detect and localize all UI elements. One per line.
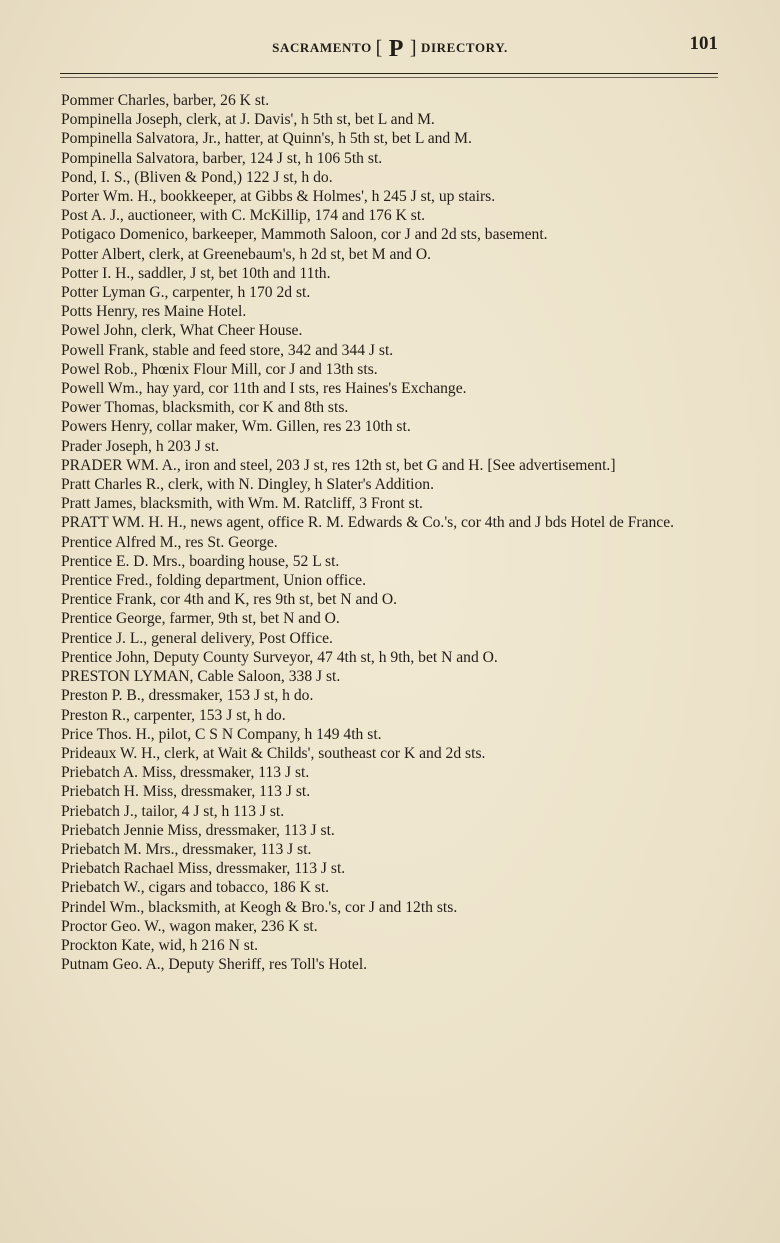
- directory-entry: Prentice Fred., folding department, Union office.: [61, 572, 367, 590]
- directory-entry: Powell Wm., hay yard, cor 11th and I sts, res Haines's Exchange.: [61, 380, 467, 398]
- directory-entry: Priebatch Rachael Miss, dressmaker, 113 J st.: [61, 860, 346, 878]
- directory-entry: Prockton Kate, wid, h 216 N st.: [61, 936, 259, 954]
- directory-entry: Priebatch W., cigars and tobacco, 186 K st.: [61, 879, 330, 897]
- header-rule-thin: [60, 77, 718, 78]
- directory-entry: Preston P. B., dressmaker, 153 J st, h do.: [61, 687, 314, 705]
- page-header: [60, 30, 720, 60]
- directory-entry: Pratt James, blacksmith, with Wm. M. Ratcliff, 3 Front st.: [61, 495, 423, 513]
- directory-entry: Pommer Charles, barber, 26 K st.: [61, 92, 270, 109]
- directory-entry: Pratt Charles R., clerk, with N. Dingley, h Slater's Addition.: [61, 476, 434, 494]
- directory-entry: Pompinella Salvatora, Jr., hatter, at Quinn's, h 5th st, bet L and M.: [61, 130, 472, 148]
- directory-entry: Post A. J., auctioneer, with C. McKillip, 174 and 176 K st.: [61, 207, 426, 225]
- directory-entry: Prentice Alfred M., res St. George.: [61, 533, 278, 551]
- directory-entry: Powers Henry, collar maker, Wm. Gillen, res 23 10th st.: [61, 418, 411, 436]
- directory-entry: Potter I. H., saddler, J st, bet 10th and 11th.: [61, 264, 331, 282]
- directory-entry: Prentice Frank, cor 4th and K, res 9th st, bet N and O.: [61, 591, 398, 609]
- directory-entry: PRADER WM. A., iron and steel, 203 J st, res 12th st, bet G and H. [See advertisement.]: [61, 456, 616, 474]
- directory-entry: Powel Rob., Phœnix Flour Mill, cor J and 13th sts.: [61, 360, 378, 378]
- directory-entry: Prindel Wm., blacksmith, at Keogh & Bro.'s, cor J and 12th sts.: [61, 898, 458, 916]
- directory-entry: Prentice J. L., general delivery, Post Office.: [61, 629, 333, 647]
- directory-entry: Prentice George, farmer, 9th st, bet N and O.: [61, 610, 340, 628]
- section-letter: P: [388, 36, 405, 62]
- directory-entry: Priebatch M. Mrs., dressmaker, 113 J st.: [61, 840, 312, 858]
- directory-entry: Potter Lyman G., carpenter, h 170 2d st.: [61, 284, 311, 302]
- directory-entry: Proctor Geo. W., wagon maker, 236 K st.: [61, 917, 318, 935]
- running-head: [60, 36, 720, 63]
- directory-entry: Potter Albert, clerk, at Greenebaum's, h 2d st, bet M and O.: [61, 245, 432, 263]
- bracket-close: ]: [409, 37, 418, 59]
- directory-entry: Prader Joseph, h 203 J st.: [61, 437, 220, 455]
- running-head-right: DIRECTORY.: [421, 40, 508, 55]
- directory-entry: Priebatch A. Miss, dressmaker, 113 J st.: [61, 764, 310, 782]
- directory-entry: Potts Henry, res Maine Hotel.: [61, 303, 247, 321]
- directory-entry: Porter Wm. H., bookkeeper, at Gibbs & Holmes', h 245 J st, up stairs.: [61, 188, 496, 206]
- directory-entry: Powell Frank, stable and feed store, 342 and 344 J st.: [61, 341, 394, 359]
- directory-entry: Prentice E. D. Mrs., boarding house, 52 L st.: [61, 552, 340, 570]
- page-number: 101: [689, 33, 718, 54]
- running-head-left: SACRAMENTO: [272, 40, 372, 55]
- directory-entry: Priebatch H. Miss, dressmaker, 113 J st.: [61, 783, 311, 801]
- directory-entry: PRATT WM. H. H., news agent, office R. M. Edwards & Co.'s, cor 4th and J bds Hotel de France.: [61, 514, 675, 532]
- directory-entry: Priebatch J., tailor, 4 J st, h 113 J st.: [61, 802, 285, 820]
- directory-entry: Pompinella Joseph, clerk, at J. Davis', h 5th st, bet L and M.: [61, 111, 435, 129]
- directory-entry: Powel John, clerk, What Cheer House.: [61, 322, 303, 340]
- directory-entry: Putnam Geo. A., Deputy Sheriff, res Toll's Hotel.: [61, 956, 368, 974]
- header-rule: [60, 73, 718, 74]
- directory-entry: Pompinella Salvatora, barber, 124 J st, h 106 5th st.: [61, 149, 383, 167]
- bracket-open: [: [375, 37, 383, 59]
- directory-entry: Pond, I. S., (Bliven & Pond,) 122 J st, h do.: [61, 168, 333, 186]
- directory-entry: Preston R., carpenter, 153 J st, h do.: [61, 706, 286, 724]
- directory-entries: [61, 91, 721, 974]
- directory-entry: Price Thos. H., pilot, C S N Company, h 149 4th st.: [61, 725, 382, 743]
- directory-entry: PRESTON LYMAN, Cable Saloon, 338 J st.: [61, 668, 341, 686]
- directory-entry: Priebatch Jennie Miss, dressmaker, 113 J st.: [61, 821, 335, 839]
- directory-entry: Potigaco Domenico, barkeeper, Mammoth Saloon, cor J and 2d sts, basement.: [61, 226, 548, 244]
- directory-entry: Prentice John, Deputy County Surveyor, 47 4th st, h 9th, bet N and O.: [61, 648, 498, 666]
- directory-entry: Power Thomas, blacksmith, cor K and 8th sts.: [61, 399, 349, 417]
- directory-entry: Prideaux W. H., clerk, at Wait & Childs', southeast cor K and 2d sts.: [61, 744, 486, 762]
